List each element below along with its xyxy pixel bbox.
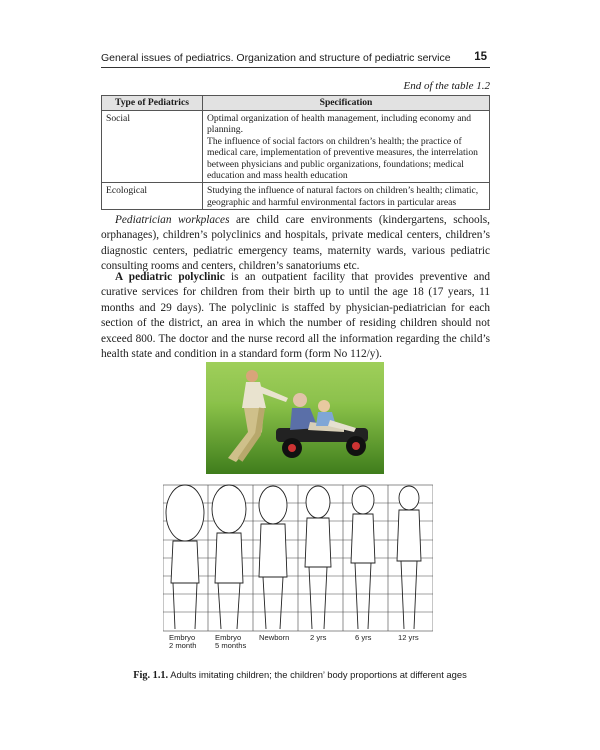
header-title: General issues of pediatrics. Organization and structure of pediatric service — [101, 52, 451, 64]
photo-adults-kart — [206, 362, 384, 474]
specification-line: Studying the influence of natural factors on children’s health; climatic, geographic and harmful environmental factors in particular areas — [207, 185, 479, 208]
table-row — [102, 111, 490, 183]
table-header-row — [102, 96, 490, 111]
figure-label: 6 yrs — [355, 633, 372, 642]
figure-label: 2 month — [169, 641, 197, 650]
body-proportions-figure — [163, 483, 433, 661]
italic-lead: Pediatrician workplaces — [115, 214, 230, 226]
column-header-specification: Specification — [203, 96, 490, 111]
figure-caption — [0, 669, 600, 681]
row-type-ecological: Ecological — [102, 183, 203, 210]
row-specification-social — [203, 111, 490, 183]
paragraph-text: is an outpatient facility that provides preventive and curative services for children from their birth up to until the age 18 (17 years, 11 months and 29 days). The polyclinic is staffed by physician-pediatrician for each section of the district, an area in which the number of residing children should not exceed 800. The doctor and the nurse record all the information regarding the child’s health state and condition in a standard form (form No 112/y). — [101, 271, 490, 361]
figure-label: 2 yrs — [310, 633, 327, 642]
paragraph-polyclinic — [101, 270, 490, 362]
row-type-social: Social — [102, 111, 203, 183]
figure-label: 5 months — [215, 641, 247, 650]
running-header — [101, 52, 487, 68]
photo-illustration — [206, 362, 384, 474]
proportions-drawing — [163, 483, 433, 661]
row-specification-ecological — [203, 183, 490, 210]
page-number: 15 — [474, 51, 487, 63]
figure-label: Embryo — [215, 633, 242, 642]
figure-label: Embryo — [169, 633, 196, 642]
figure-label: Newborn — [259, 633, 290, 642]
pediatrics-table — [101, 95, 490, 210]
table-continuation-caption: End of the table 1.2 — [403, 80, 490, 92]
figure-caption-text: Adults imitating children; the children’ body proportions at different ages — [168, 669, 467, 680]
bold-lead: A pediatric polyclinic — [115, 271, 225, 283]
table-row — [102, 183, 490, 210]
specification-line: Optimal organization of health management, including economy and planning. — [207, 113, 472, 136]
specification-line: The influence of social factors on children’s health; the practice of medical care, implementation of preventive measures, the interrelation between physicians and public organizations, foundations; medical education and mass health education — [207, 135, 478, 182]
column-header-type: Type of Pediatrics — [102, 96, 203, 111]
figure-label: 12 yrs — [398, 633, 419, 642]
paragraph-text: are child care environments (kindergartens, schools, orphanages), children’s polyclinics and hospitals, private medical centers, children’s diagnostic centers, pediatric emergency teams, maternity wards, various pediatric consulting rooms and centers, children’s sanatoriums etc. — [101, 214, 490, 273]
paragraph-workplaces — [101, 213, 490, 275]
figure-caption-label: Fig. 1.1. — [133, 670, 169, 681]
header-rule — [101, 67, 490, 68]
